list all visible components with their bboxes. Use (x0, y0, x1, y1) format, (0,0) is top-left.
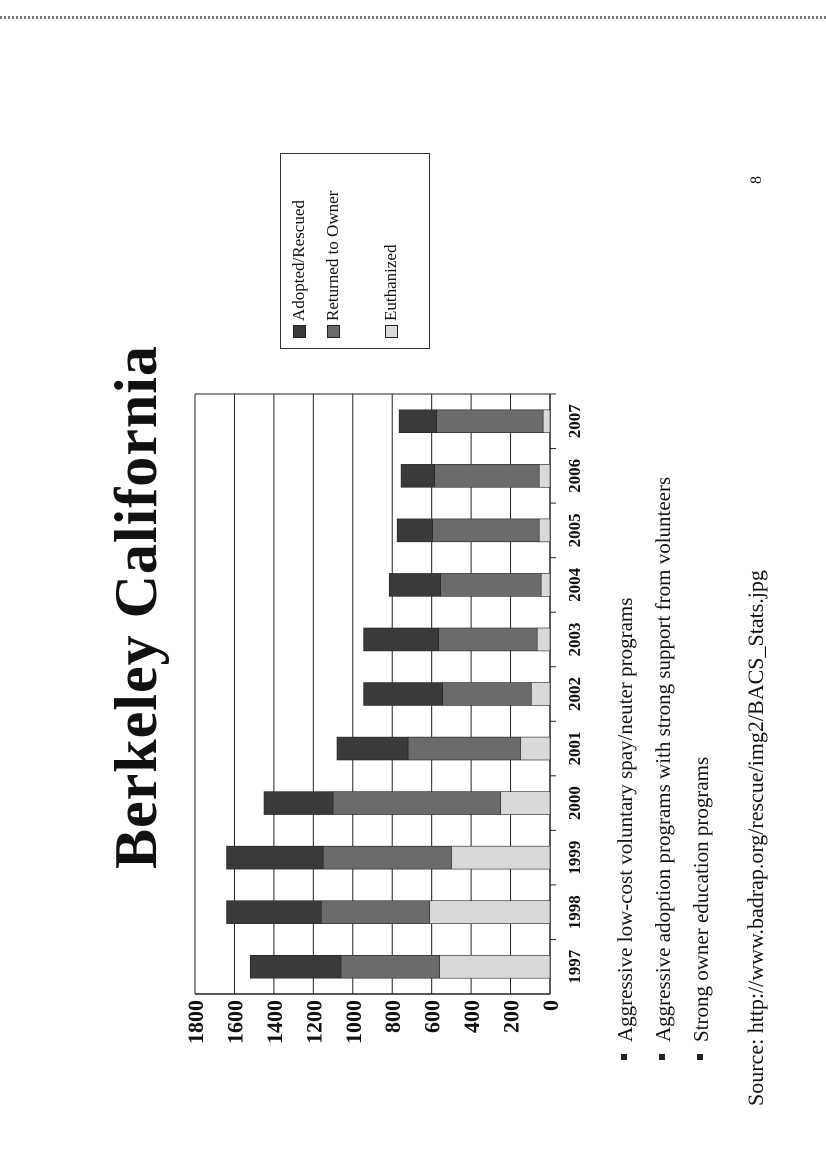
bullet-item (650, 304, 688, 1064)
bar-segment (364, 628, 439, 651)
y-tick-label: 1000 (340, 1000, 366, 1044)
legend-item-returned (323, 188, 342, 338)
bar-segment (541, 573, 550, 596)
bar-segment (323, 846, 451, 869)
bar-segment (250, 955, 341, 978)
bar-segment (439, 628, 538, 651)
source-citation: Source: http://www.badrap.org/rescue/img2/BACS_Stats.jpg (743, 570, 768, 1106)
bar-segment (227, 846, 324, 869)
bar-segment (443, 683, 532, 706)
bullet-item (688, 304, 726, 1064)
bar-segment (451, 846, 550, 869)
bar-segment (441, 573, 542, 596)
y-tick-label: 1800 (183, 1000, 208, 1044)
bar-segment (501, 792, 550, 815)
x-tick-label: 1997 (565, 949, 584, 984)
bar-segment (333, 792, 501, 815)
legend-label-adopted: Adopted/Rescued (289, 200, 308, 321)
y-tick-label: 1200 (301, 1000, 327, 1044)
bar-segment (227, 901, 322, 924)
bar-segment (397, 519, 433, 542)
bar-segment (389, 573, 440, 596)
bar-segment (364, 683, 443, 706)
chart-legend (280, 153, 430, 349)
legend-swatch-returned (327, 325, 340, 338)
bar-segment (539, 464, 550, 487)
y-tick-label: 200 (498, 1000, 524, 1033)
x-tick-label: 1999 (565, 840, 584, 875)
bar-segment (337, 737, 408, 760)
bullet-item (612, 304, 650, 1064)
x-tick-label: 2006 (565, 458, 584, 493)
y-tick-label: 0 (538, 1000, 563, 1011)
slide-title: Berkeley California (103, 345, 169, 869)
y-tick-label: 1600 (222, 1000, 248, 1044)
x-tick-label: 2003 (565, 622, 584, 657)
bar-segment (408, 737, 520, 760)
legend-swatch-adopted (293, 325, 306, 338)
page-number: 8 (748, 176, 765, 184)
bar-segment (539, 519, 550, 542)
x-tick-label: 2007 (565, 404, 584, 439)
bar-segment (321, 901, 429, 924)
bar-segment (433, 519, 540, 542)
bullet-text: Aggressive low-cost voluntary spay/neuter programs (613, 597, 637, 1042)
bullet-square-icon (659, 1054, 665, 1060)
x-tick-label: 2000 (565, 786, 584, 821)
bullet-text: Aggressive adoption programs with strong support from volunteers (651, 476, 675, 1042)
y-tick-label: 600 (419, 1000, 445, 1033)
x-tick-label: 2001 (565, 731, 584, 766)
bullet-square-icon (697, 1054, 703, 1060)
bar-segment (341, 955, 440, 978)
bar-segment (537, 628, 550, 651)
x-tick-label: 1998 (565, 895, 584, 930)
x-tick-label: 2004 (565, 567, 584, 602)
legend-swatch-euthanized (385, 325, 398, 338)
bar-segment (264, 792, 333, 815)
bullet-square-icon (621, 1054, 627, 1060)
y-tick-label: 400 (459, 1000, 485, 1033)
bar-segment (401, 464, 435, 487)
y-tick-label: 1400 (261, 1000, 287, 1044)
bar-segment (430, 901, 550, 924)
bar-segment (399, 410, 436, 433)
bar-segment (435, 464, 540, 487)
legend-label-euthanized: Euthanized (381, 244, 400, 321)
bar-segment (437, 410, 544, 433)
x-tick-label: 2005 (565, 513, 584, 548)
legend-label-returned: Returned to Owner (323, 190, 342, 321)
bullet-list (612, 304, 726, 1064)
bar-segment (520, 737, 550, 760)
bar-segment (531, 683, 550, 706)
bar-segment (440, 955, 550, 978)
x-tick-label: 2002 (565, 677, 584, 711)
y-tick-label: 800 (380, 1000, 406, 1033)
bar-segment (543, 410, 550, 433)
legend-item-euthanized (381, 245, 400, 338)
bullet-text: Strong owner education programs (689, 756, 713, 1042)
legend-item-adopted (289, 200, 308, 338)
